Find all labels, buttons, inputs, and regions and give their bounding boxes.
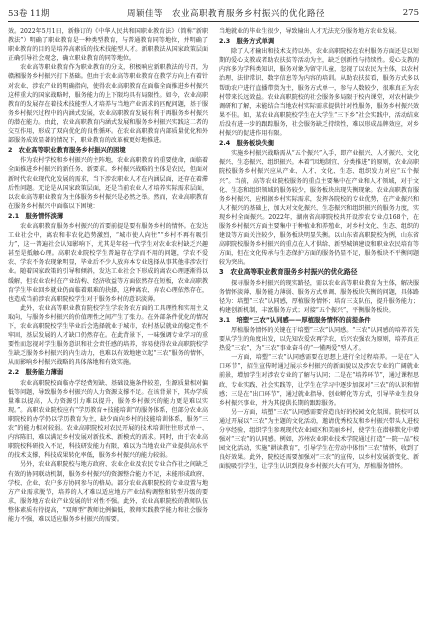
body-paragraph: 另一方面，培塑“三农”认同感需要营造良好的校园文化氛围。院校可以通过开展以“三农”为主题的文化活动，邀请优秀校友和乡村振兴带头人进校分享经验，组织学生参观现代农业园区和美丽乡村，使学生在潜移默化中增强对“三农”的认同感。例如，苏州农业职业技术学院通过打造“一院一品”校园文化活动，实施“耕读教育”，引导学生在劳动中体悟“三农”情怀，收到了良好效果。此外，院校还需要加强对“三农”的宣传，以乡村发展新变化、新面貌吸引学生，让学生认识到投身乡村振兴大有可为，厚植服务情怀。	[219, 408, 419, 471]
body-paragraph: 此外，农业高等职业教育院校学生学农务农方面的工具理性和实用主义取向，与服务乡村振兴的价值理性之间产生了张力。在外部条件优化的情况下，农业高职院校学生毕业后会选择就业于城市，农村基层就业的稳定性不牢固，基层发展的人才缺口仍然存在。在此背景下，一味强调专业学习的重要性而忽视对学生服务意识和社会责任感的培养，容易使得农业高职院校学生缺乏服务乡村振兴的内生动力，也难以有效地建立起“三农”服务的情怀，从而影响乡村振兴战略的具体落地和有效实施。	[8, 304, 208, 367]
left-column	[8, 27, 208, 524]
running-header	[8, 6, 419, 20]
body-paragraph: 农业高职教育服务乡村振兴的首要前提是要有服务乡村的情怀。在发达工业社会中，离农和非农化趋势激烈，“城市使人向往”“乡村不再有吸引力”，这一普遍社会认知影响下，尤其是年轻一代学生对农业农村缺乏兴趣甚至是抵触心理。高职农业院校学生普遍存在学而不用的问题，学农不爱农、学农不务农现象明显，毕业后不少人放弃本专业选择从事其他非涉农行业。随着国家政策的引导和倾斜，发达工业社会下形成的离农心理逐渐得以缓解，但农业农村在产业结构、经济收益等方面依然存在短板，农业高职教育学生毕业回乡就业仍面临着艰难的抉择，这种离农、弃农心理依然存在，也造成当前涉农高职院校学生对于服务乡村的意识淡薄。	[8, 222, 208, 303]
body-paragraph: 除了人才输出和技术支持以外，农业高职院校在农村服务方面还是以短期的爱心支教或者助农扶贫等活动为主，缺乏创新性与持续性。爱心支教的内容多为学科类知识，服务对象为留守儿童，忽视了以农民为主体，以农村治理、法律常识、数字信息等为内容的培训。从助农扶贫看，服务方式多以帮助农户进行直播带货为主，服务方式单一，参与人数较少，很难真正为农村带来长远效益。农业高职院校的社会服务多局限于校内课堂，对农村缺少调研和了解，未能结合当地农村实际需求提供针对性服务，服务乡村振兴效果不佳。如，某农业高职院校学生在大学生“三下乡”社会实践中，活动结束后没有进一步的跟踪服务，社会服务缺乏持续性，难以形成品牌效应，对乡村振兴的促进作用有限。	[219, 48, 419, 138]
body-paragraph: 当地就业的毕业生很少，导致输出人才无法充分服务地方农业发展。	[219, 28, 401, 35]
section-heading: 2.2 服务能力薄弱	[8, 369, 64, 377]
body-paragraph: 实施乡村振兴战略需从“五个振兴”入手，即产业振兴、人才振兴、文化振兴、生态振兴、组织振兴。本着“因地制宜、分类推进”的原则，农业高职院校服务乡村振兴应从产业、人才、文化、生态、组织发力对应“五个振兴”。当前，高等农业院校服务的重点主要集中在产业和人才领域，对于文化、生态和组织领域的服务较少，服务板块出现失衡现象。农业高职教育服务乡村振兴，应根据乡村实际需求，发挥各院校的专业优势，在产业振兴和人才振兴的基础上，加大对文化振兴、生态振兴和组织振兴的服务力度，实现乡村全面振兴。2022年，湖南省高职院校共开设涉农专业点168个，在服务乡村振兴方面主要集中于种植业和养殖业，对乡村文化、生态、组织的建设等方面关注较少，服务板块明显失衡。以山东省高职院校为例，山东省高职院校服务乡村振兴的重点在人才供给、新型城镇建设和职业农民培育等方面，但在文化传承与生态保护方面的服务仍显不足，服务板块不平衡问题较为突出。	[219, 150, 419, 267]
body-paragraph: 农业高等职业教育作为职业教育的分支，积极响应新职教法的号召，为赣湘服务乡村振兴打下基础。但由于农业高等职业教育在教学方向上有着针对农业、涉农产业的明确指向，使得农业高职教育在面临全面推进乡村振兴这样重大的国家战略时，服务能力的上下限均具有局限性。如今，农业高职教育的发展存在着技术技能型人才培养与当地产业需求的匹配问题，基于服务乡村振兴过程中的内涵式发展，农业高职教育发展有利于再服务乡村振兴的潜在能力。由此，农业高职教育内涵式发展和服务乡村振兴实践这二者的交互作用，形成了双向优化的良性循环。在农业高职教育内部质量优化和外部服务成效显著的情况下，职业教育的改革被更好地推进。	[8, 64, 208, 145]
body-paragraph: 一方面，培塑“三农”认同感需要在思想上进行全过程培养。一是在“入口环节”，招生宣传时通过展示乡村振兴的新面貌以及涉农专业的广阔就业前景，增加学生对涉农专业的了解与认同；二是在“培养环节”，通过课程思政、专业实践、社会实践等，让学生在学习中逐步加深对“三农”的认识和情感；三是在“出口环节”，通过就业指导、创业孵化等方式，引导毕业生投身乡村振兴事业，并为其提供长期的跟踪服务。	[219, 354, 419, 407]
section-heading: 2.1 服务情怀淡薄	[8, 212, 64, 220]
section-heading: 2 农业高等职业教育服务乡村振兴的困境	[8, 147, 126, 155]
header-article-title: 周颖佳等 农业高职教育服务乡村振兴的优化路径	[127, 9, 326, 19]
header-page-number: 275	[402, 8, 419, 18]
section-heading: 2.3 服务方式单调	[219, 38, 275, 46]
body-paragraph: 农业高职院校面临办学经费短缺、基础设施条件较差，生源质量相对偏低等问题，导致服务乡村振兴的人力资源支撑不足。在该背景下，其办学质量难以提高，人力资源引力难以提升，服务乡村振兴的能力更是难以实现。”。高职农业院校应有“学历教育+技能培训”的服务体系，但部分农业高职院校的办学仍以学历教育为主，缺少面向乡村的技能培训体系，服务“三农”的能力相对较弱。农业高职院校对农民开展的技术培训往往形式单一、内容陈旧，难以满足乡村发展对新技术、新模式的需求。同时，由于农业高职院校科研投入不足，科技研发能力有限，难以为当地农业产业提供高水平的技术支撑，科技成果转化率低，服务乡村振兴的能力较弱。	[8, 379, 208, 460]
body-paragraph: 另外，农业高职院校与地方政府、农业企业及农民专业合作社之间缺乏有效的协同联动机制，服务乡村振兴的资源整合能力不足，未能形成政府、学校、企业、农户多方协同参与的格局。部分农业高职院校的专业设置与地方产业需求脱节，培养的人才难以适应地方产业结构调整和转型升级的要求，服务地方农业产业发展的针对性不强。此外，农业高职院校的教师队伍整体素质有待提高，“双师型”教师比例偏低，教师实践教学能力和社会服务能力不强，难以适应服务乡村振兴的需要。	[8, 461, 208, 523]
section-heading: 2.4 服务板块失衡	[219, 140, 275, 148]
body-paragraph: 作为农村学校和乡村振兴的主阵地，农业高职教育的重要使命，面临着全面推进乡村振兴的新任务、新要求。乡村振兴战略的主体是农民，但面对新时代农业现代化发展的需求，当下涉农职业人才在内涵层面，还存在着滞后性问题。无论是从国家政策层面，还是当前农业人才培养实际需求层面，以农业高等职业教育为主体服务乡村振兴是必然之举。然而，农业高职教育在服务乡村振兴中面临以下困境：	[8, 157, 208, 210]
header-volume: 53卷 11期	[8, 9, 50, 19]
section-heading: 3.1 培塑“三农”认同感——厚植服务情怀的前提条件	[219, 316, 371, 324]
body-paragraph: 厚植服务情怀的关键在于培塑“三农”认同感。“三农”认同感的培养首先要从学生的角度出发，以先知农爱农再学农，后兴农强农为原则，培养真正热爱“三农”、为“三农”事业奋斗的“一懂两爱”型人才。	[219, 327, 419, 353]
body-paragraph: 探寻服务乡村振兴的现实路径，需以农业高等职业教育为主体，解决服务情怀淡薄、服务能力薄弱、服务方式单调、服务板块失衡的问题，具体路径为：培塑“三农”认同感，厚植服务情怀；培育三支队伍，提升服务能力；构建创新机制，丰富服务方式；对接“五个振兴”，平衡服务板块。	[219, 279, 419, 314]
body-paragraph: 效。2022年5月1日，新修订的《中华人民共和国职业教育法》（简称“新职教法”）明确了职业教育是一种类型教育，与普通教育同等地位，并明确了职业教育的目的是培养高素质的技术技能型人才。新职教法从国家政策层面正确引导社会观念，确立职业教育的同等地位。	[8, 28, 208, 63]
right-column	[219, 27, 419, 472]
header-rule	[8, 21, 419, 22]
section-heading: 3 农业高等职业教育服务乡村振兴的优化路径	[219, 268, 358, 277]
